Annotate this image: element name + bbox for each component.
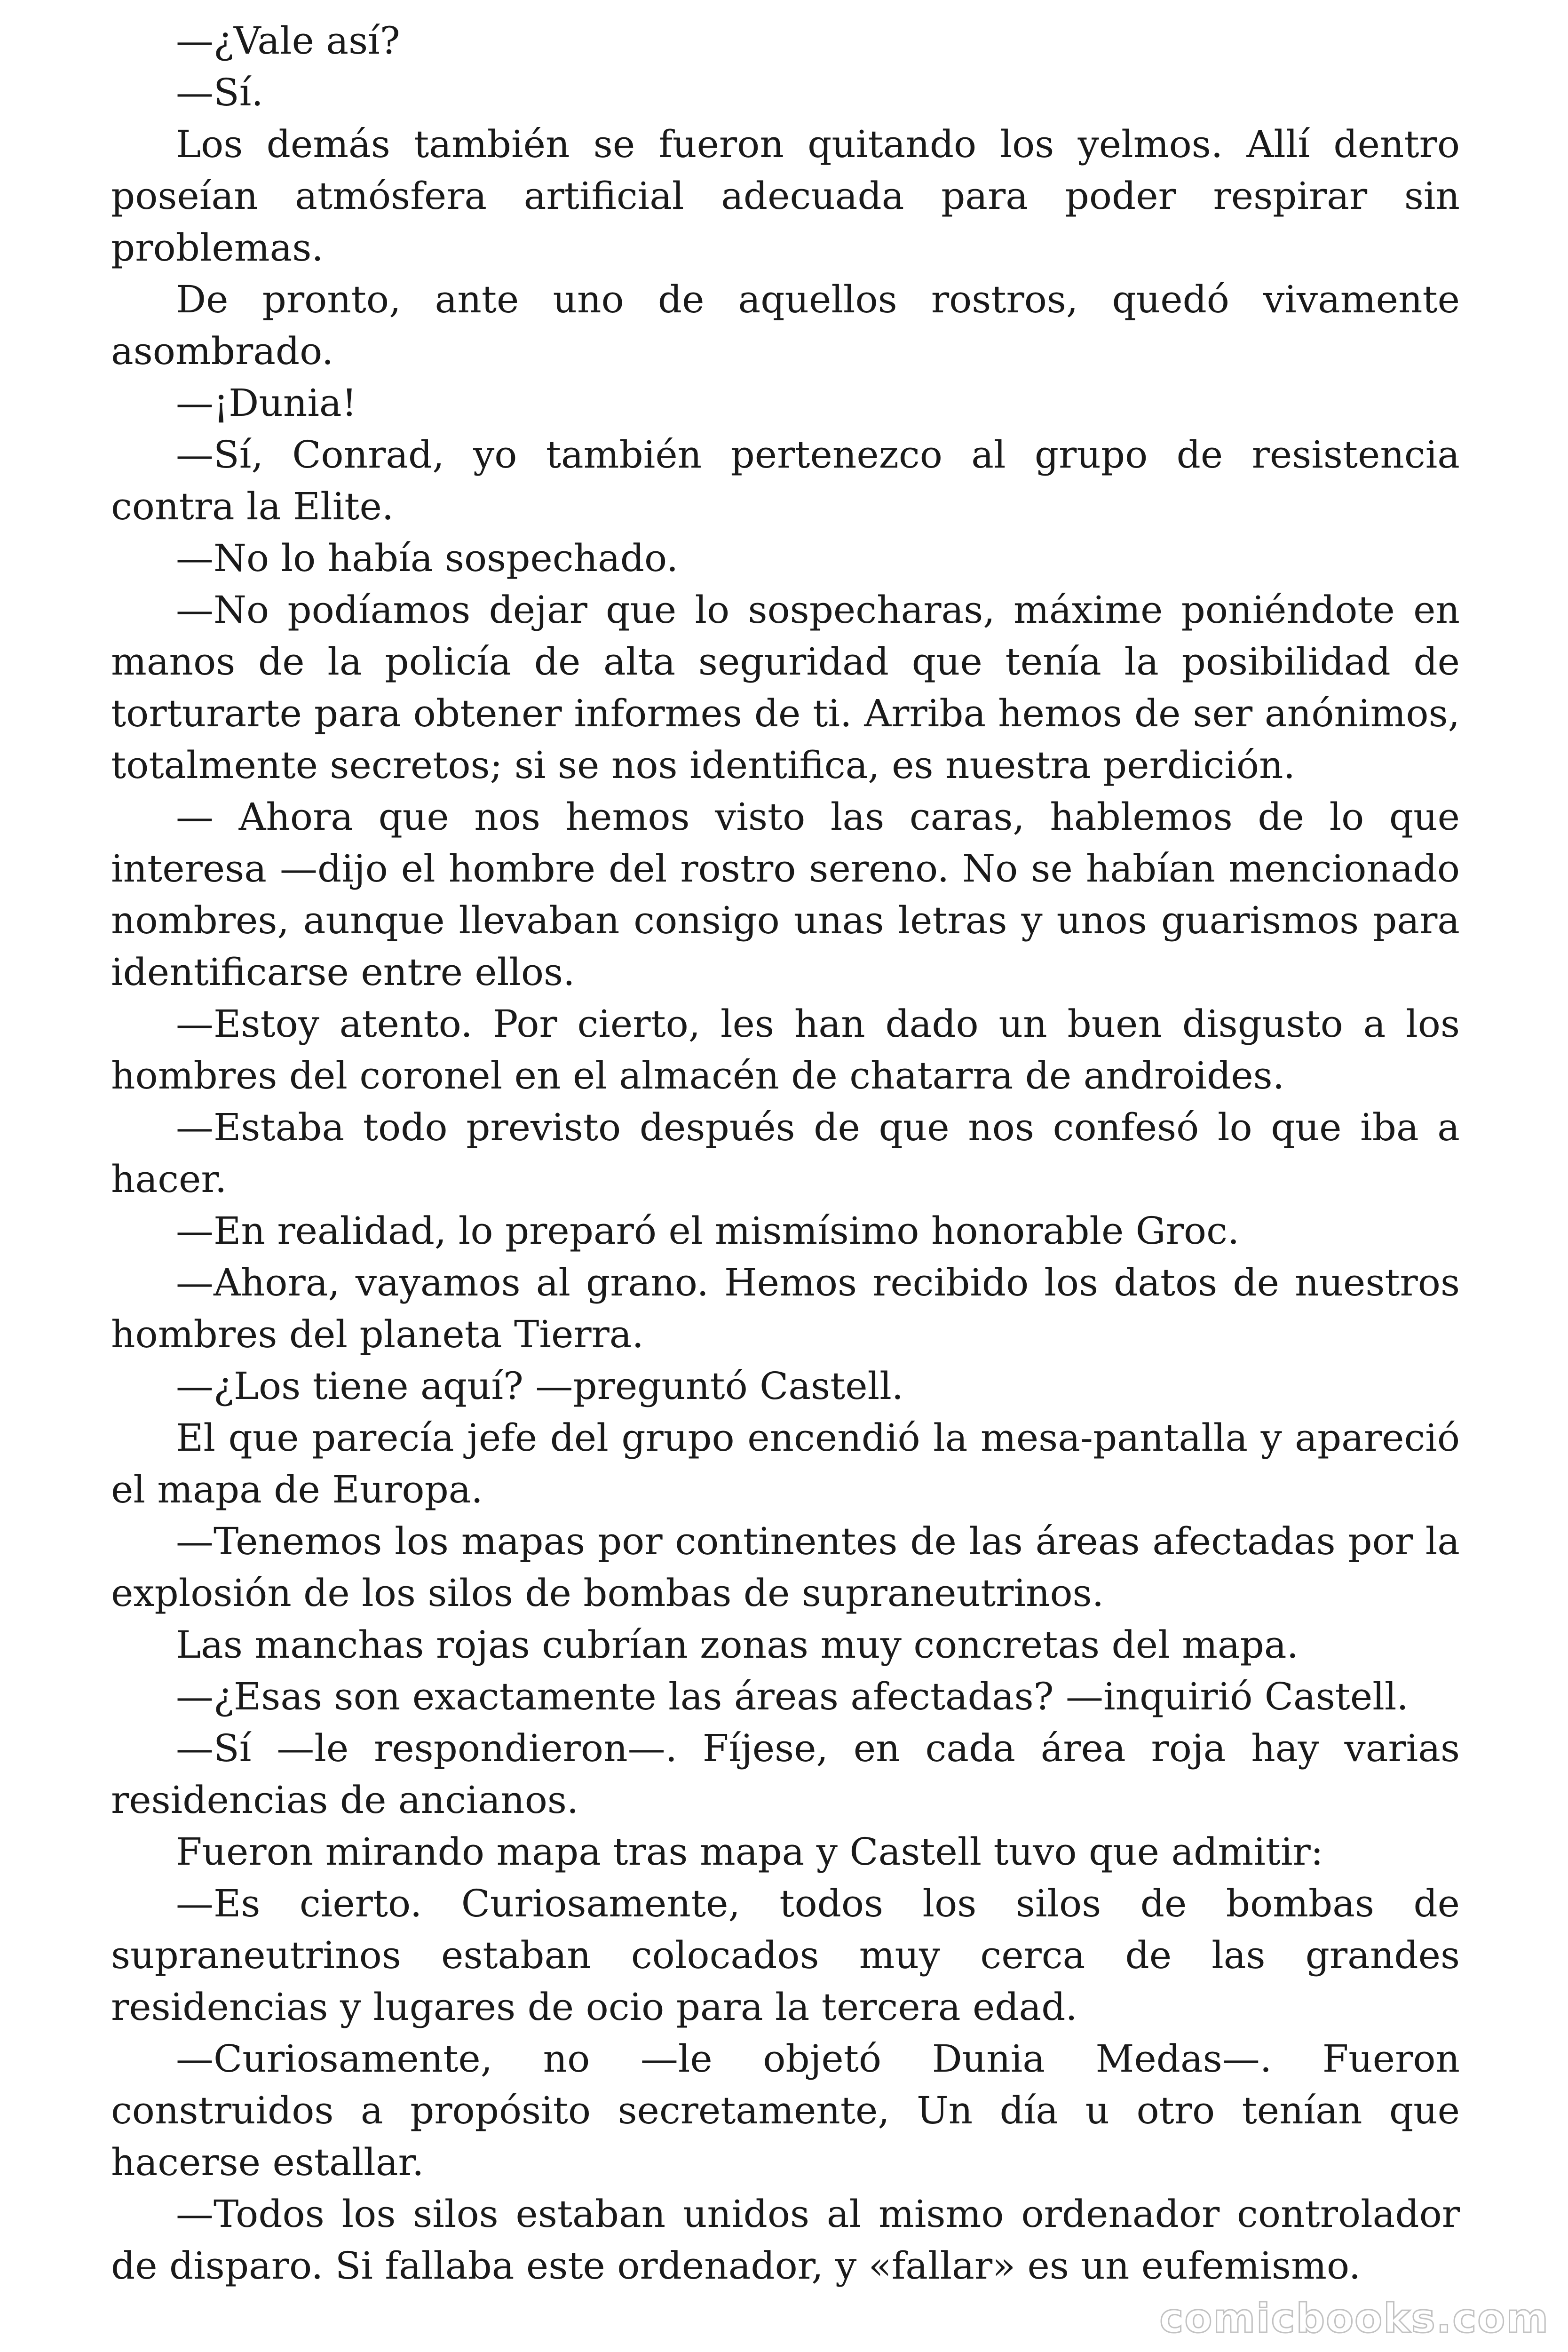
paragraph: El que parecía jefe del grupo encendió la mesa-pantalla y apareció el mapa de Europa. — [111, 1416, 1460, 1511]
paragraph: —Sí —le respondieron—. Fíjese, en cada área roja hay varias residencias de ancianos. — [111, 1726, 1460, 1822]
page-text — [111, 15, 1460, 2292]
watermark: comicbooks.com — [1159, 2295, 1549, 2342]
paragraph: —Estaba todo previsto después de que nos confesó lo que iba a hacer. — [111, 1105, 1460, 1201]
paragraph: —No lo había sospechado. — [176, 536, 679, 580]
paragraph: —Sí, Conrad, yo también pertenezco al grupo de resistencia contra la Elite. — [111, 433, 1460, 528]
paragraph: —Es cierto. Curiosamente, todos los silos de bombas de supraneutrinos estaban colocados muy cerca de las grandes residencias y lugares de ocio para la tercera edad. — [111, 1882, 1460, 2029]
paragraph: —Ahora, vayamos al grano. Hemos recibido los datos de nuestros hombres del planeta Tierra. — [111, 1261, 1460, 1356]
paragraph: —No podíamos dejar que lo sospecharas, máxime poniéndote en manos de la policía de alta seguridad que tenía la posibilidad de torturarte para obtener informes de ti. Arriba hemos de ser anónimos, totalmente secretos; si se nos identifica, es nuestra perdición. — [111, 588, 1460, 787]
paragraph: —Curiosamente, no —le objetó Dunia Medas—. Fueron construidos a propósito secretamente, Un día u otro tenían que hacerse estallar. — [111, 2037, 1460, 2184]
paragraph: —Sí. — [176, 71, 263, 114]
paragraph: Los demás también se fueron quitando los yelmos. Allí dentro poseían atmósfera artificial adecuada para poder respirar sin problemas. — [111, 122, 1460, 270]
paragraph: —Estoy atento. Por cierto, les han dado un buen disgusto a los hombres del coronel en el almacén de chatarra de androides. — [111, 1002, 1460, 1097]
paragraph: —¿Vale así? — [176, 19, 400, 63]
paragraph: —¿Esas son exactamente las áreas afectadas? —inquirió Castell. — [176, 1675, 1409, 1718]
paragraph: Las manchas rojas cubrían zonas muy concretas del mapa. — [176, 1623, 1299, 1667]
paragraph: —Todos los silos estaban unidos al mismo ordenador controlador de disparo. Si fallaba este ordenador, y «fallar» es un eufemismo. — [111, 2192, 1460, 2288]
paragraph: —¿Los tiene aquí? —preguntó Castell. — [176, 1364, 904, 1408]
paragraph: —¡Dunia! — [176, 381, 357, 425]
paragraph: —En realidad, lo preparó el mismísimo honorable Groc. — [176, 1209, 1240, 1253]
paragraph: —Tenemos los mapas por continentes de las áreas afectadas por la explosión de los silos de bombas de supraneutrinos. — [111, 1519, 1460, 1615]
paragraph: Fueron mirando mapa tras mapa y Castell tuvo que admitir: — [176, 1830, 1323, 1874]
paragraph: — Ahora que nos hemos visto las caras, hablemos de lo que interesa —dijo el hombre del rostro sereno. No se habían mencionado nombres, aunque llevaban consigo unas letras y unos guarismos para identificarse entre ellos. — [111, 795, 1460, 994]
paragraph: De pronto, ante uno de aquellos rostros, quedó vivamente asombrado. — [111, 278, 1460, 373]
